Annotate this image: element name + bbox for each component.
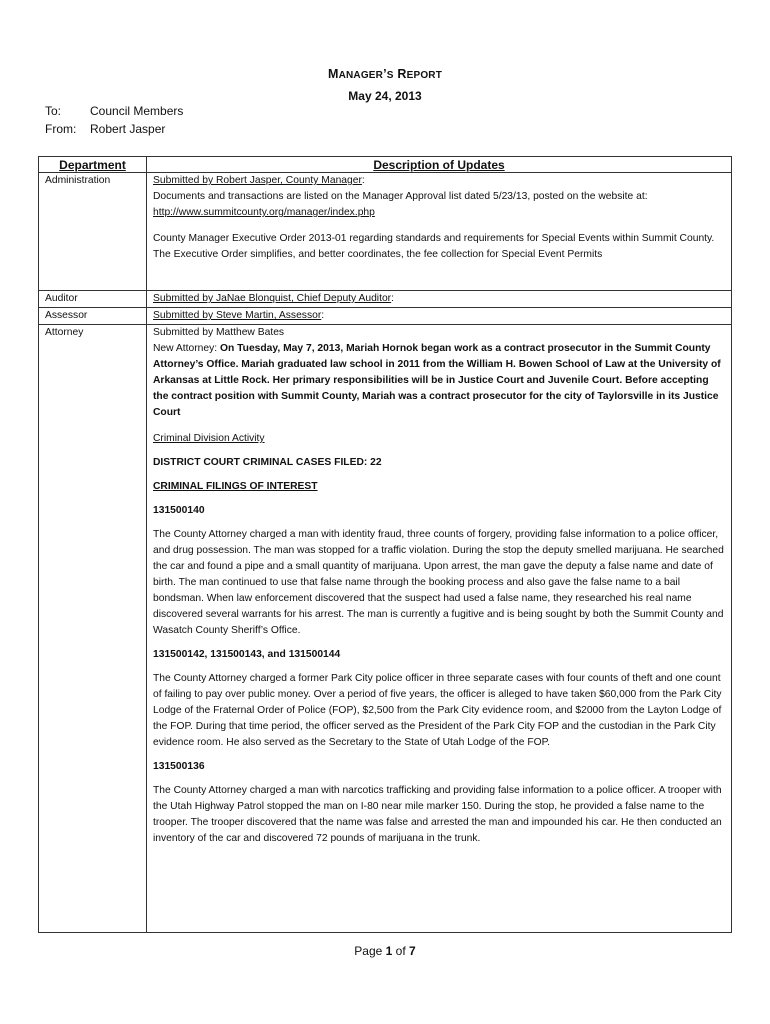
table-row	[39, 325, 732, 933]
admin-submitted-by: Submitted by Robert Jasper, County Manager	[153, 175, 362, 186]
table-row: Assessor Submitted by Steve Martin, Assessor:	[39, 308, 732, 325]
new-attorney-text: On Tuesday, May 7, 2013, Mariah Hornok began work as a contract prosecutor in the Summit County Attorney’s Office. Mariah graduated law school in 2011 from the William H. Bowen School of Law at the University of Arkansas at Little Rock. Her primary responsibilities will be in Justice Court and Juvenile Court. Before accepting the contract position with Summit County, Mariah was a contract prosecutor for the city of Taylorsville in its Justice Court	[153, 343, 721, 418]
case-description: The County Attorney charged a man with narcotics trafficking and providing false information to a police officer. A trooper with the Utah Highway Patrol stopped the man on I-80 near mile marker 150. During the stop, he provided a false name to the trooper. The trooper discovered that the name was false and arrested the man and impounded his car. He then conducted an inventory of the car and discovered 72 pounds of marijuana in the trunk.	[153, 785, 722, 844]
to-line: To: Council Members	[45, 104, 184, 118]
department-auditor: Auditor	[39, 291, 147, 308]
description-header: Description of Updates	[147, 157, 732, 173]
criminal-division-heading: Criminal Division Activity	[153, 433, 265, 444]
cases-filed: DISTRICT COURT CRIMINAL CASES FILED: 22	[153, 457, 382, 468]
attorney-submitted-by: Submitted by Matthew Bates	[153, 327, 285, 338]
department-attorney: Attorney	[39, 325, 147, 933]
table-row: Auditor Submitted by JaNae Blonquist, Chief Deputy Auditor:	[39, 291, 732, 308]
department-header: Department	[39, 157, 147, 173]
attorney-description	[147, 325, 732, 933]
report-date: May 24, 2013	[348, 89, 422, 103]
case-description: The County Attorney charged a former Park City police officer in three separate cases with four counts of theft and one count of failing to pay over public money. Over a period of five years, the officer is alleged to have taken $60,000 from the Park City Lodge of the Fraternal Order of Police (FOP), $2,500 from the Park City evidence room, and $2000 from the Layton Lodge of the FOP. During that time period, the officer served as the President of the Park City FOP and the custodian in the Park City evidence room. He also served as the Secretary to the State of Utah Lodge of the FOP.	[153, 673, 722, 748]
admin-paragraph-1: Documents and transactions are listed on the Manager Approval list dated 5/23/13, posted on the website at:	[153, 191, 648, 202]
case-number: 131500136	[153, 761, 205, 772]
total-pages: 7	[409, 944, 416, 958]
administration-description: Submitted by Robert Jasper, County Manager: Documents and transactions are listed on the Manager Approval list dated 5/23/13, posted on the website at: http://www.summitcounty.org/manager/index.php County Manager Executive Order 2013-01 regarding standards and requirements for Special Events within Summit County. The Executive Order simplifies, and better coordinates, the fee collection for Special Event Permits	[147, 173, 732, 291]
current-page: 1	[385, 944, 393, 958]
auditor-submitted-by: Submitted by JaNae Blonquist, Chief Deputy Auditor	[153, 293, 392, 304]
page-footer: Page 1 of 7	[354, 944, 416, 958]
case-number: 131500140	[153, 505, 205, 516]
report-title: MANAGER’S REPORT	[327, 67, 443, 81]
filings-of-interest-heading: CRIMINAL FILINGS OF INTEREST	[153, 481, 318, 492]
department-administration: Administration	[39, 173, 147, 291]
updates-table	[38, 156, 732, 933]
assessor-submitted-by: Submitted by Steve Martin, Assessor	[153, 310, 322, 321]
table-row	[39, 173, 732, 291]
department-assessor: Assessor	[39, 308, 147, 325]
manager-website-link[interactable]: http://www.summitcounty.org/manager/index.php	[153, 207, 375, 218]
table-header-row	[39, 157, 732, 173]
from-line: From: Robert Jasper	[45, 122, 166, 136]
case-number: 131500142, 131500143, and 131500144	[153, 649, 341, 660]
new-attorney-label: New Attorney:	[153, 343, 220, 354]
admin-paragraph-2: County Manager Executive Order 2013-01 regarding standards and requirements for Special Events within Summit County. The Executive Order simplifies, and better coordinates, the fee collection for Special Event Permits	[153, 233, 715, 260]
case-description: The County Attorney charged a man with identity fraud, three counts of forgery, providing false information to a police officer, and drug possession. The man was stopped for a traffic violation. During the stop the deputy smelled marijuana. He searched the car and found a pipe and a small quantity of marijuana. Upon arrest, the man gave the deputy a false name and date of birth. The man continued to use that false name through the booking process and also gave the false name to a bail bondsman. When law enforcement discovered that the suspect had used a false name, they researched his real name discovered several warrants for his arrest. The man is currently a fugitive and is being sought by both the Summit County and Wasatch County Sheriff’s Office.	[153, 529, 724, 636]
